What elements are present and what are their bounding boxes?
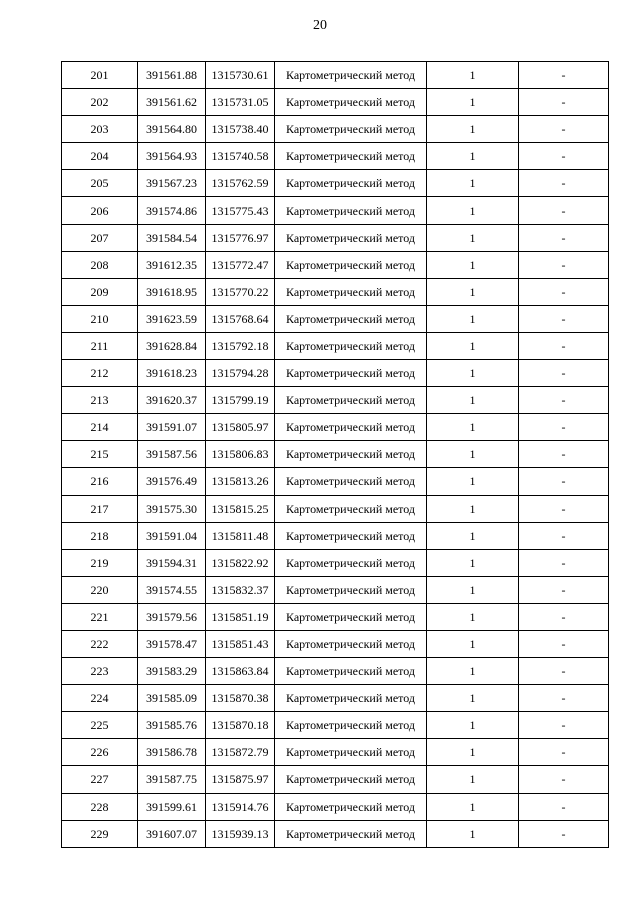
table-row: [62, 305, 609, 332]
extra-value-cell: -: [519, 224, 609, 251]
point-number-cell: 223: [62, 658, 138, 685]
table-row: [62, 603, 609, 630]
method-cell: Картометрический метод: [275, 197, 427, 224]
extra-value-cell: -: [519, 793, 609, 820]
method-cell: Картометрический метод: [275, 522, 427, 549]
point-number-cell: 219: [62, 549, 138, 576]
accuracy-cell: 1: [427, 576, 519, 603]
x-coordinate-cell: 391564.93: [138, 143, 206, 170]
y-coordinate-cell: 1315731.05: [206, 89, 275, 116]
y-coordinate-cell: 1315730.61: [206, 62, 275, 89]
page-number: 20: [313, 18, 327, 33]
extra-value-cell: -: [519, 739, 609, 766]
y-coordinate-cell: 1315799.19: [206, 387, 275, 414]
point-number-cell: 215: [62, 441, 138, 468]
extra-value-cell: -: [519, 441, 609, 468]
y-coordinate-cell: 1315851.19: [206, 603, 275, 630]
extra-value-cell: -: [519, 251, 609, 278]
y-coordinate-cell: 1315762.59: [206, 170, 275, 197]
point-number-cell: 227: [62, 766, 138, 793]
table-row: [62, 360, 609, 387]
y-coordinate-cell: 1315794.28: [206, 360, 275, 387]
table-row: [62, 658, 609, 685]
x-coordinate-cell: 391574.86: [138, 197, 206, 224]
extra-value-cell: -: [519, 468, 609, 495]
point-number-cell: 226: [62, 739, 138, 766]
method-cell: Картометрический метод: [275, 224, 427, 251]
table-row: [62, 495, 609, 522]
point-number-cell: 221: [62, 603, 138, 630]
x-coordinate-cell: 391567.23: [138, 170, 206, 197]
x-coordinate-cell: 391583.29: [138, 658, 206, 685]
x-coordinate-cell: 391576.49: [138, 468, 206, 495]
x-coordinate-cell: 391578.47: [138, 630, 206, 657]
method-cell: Картометрический метод: [275, 820, 427, 847]
y-coordinate-cell: 1315822.92: [206, 549, 275, 576]
extra-value-cell: -: [519, 414, 609, 441]
y-coordinate-cell: 1315813.26: [206, 468, 275, 495]
accuracy-cell: 1: [427, 278, 519, 305]
accuracy-cell: 1: [427, 62, 519, 89]
table-row: [62, 549, 609, 576]
point-number-cell: 206: [62, 197, 138, 224]
accuracy-cell: 1: [427, 116, 519, 143]
accuracy-cell: 1: [427, 603, 519, 630]
x-coordinate-cell: 391586.78: [138, 739, 206, 766]
point-number-cell: 208: [62, 251, 138, 278]
extra-value-cell: -: [519, 576, 609, 603]
x-coordinate-cell: 391628.84: [138, 332, 206, 359]
extra-value-cell: -: [519, 170, 609, 197]
method-cell: Картометрический метод: [275, 143, 427, 170]
y-coordinate-cell: 1315872.79: [206, 739, 275, 766]
point-number-cell: 217: [62, 495, 138, 522]
point-number-cell: 225: [62, 712, 138, 739]
table-row: [62, 522, 609, 549]
method-cell: Картометрический метод: [275, 685, 427, 712]
accuracy-cell: 1: [427, 305, 519, 332]
method-cell: Картометрический метод: [275, 305, 427, 332]
point-number-cell: 216: [62, 468, 138, 495]
accuracy-cell: 1: [427, 143, 519, 170]
point-number-cell: 224: [62, 685, 138, 712]
x-coordinate-cell: 391599.61: [138, 793, 206, 820]
table-row: [62, 630, 609, 657]
method-cell: Картометрический метод: [275, 116, 427, 143]
y-coordinate-cell: 1315792.18: [206, 332, 275, 359]
point-number-cell: 210: [62, 305, 138, 332]
point-number-cell: 207: [62, 224, 138, 251]
y-coordinate-cell: 1315805.97: [206, 414, 275, 441]
x-coordinate-cell: 391587.56: [138, 441, 206, 468]
x-coordinate-cell: 391561.62: [138, 89, 206, 116]
extra-value-cell: -: [519, 712, 609, 739]
coordinates-table-body: [62, 62, 609, 848]
accuracy-cell: 1: [427, 468, 519, 495]
accuracy-cell: 1: [427, 170, 519, 197]
table-row: [62, 116, 609, 143]
accuracy-cell: 1: [427, 549, 519, 576]
point-number-cell: 205: [62, 170, 138, 197]
extra-value-cell: -: [519, 603, 609, 630]
table-row: [62, 576, 609, 603]
extra-value-cell: -: [519, 387, 609, 414]
accuracy-cell: 1: [427, 89, 519, 116]
accuracy-cell: 1: [427, 387, 519, 414]
table-row: [62, 278, 609, 305]
accuracy-cell: 1: [427, 793, 519, 820]
method-cell: Картометрический метод: [275, 414, 427, 441]
extra-value-cell: -: [519, 89, 609, 116]
method-cell: Картометрический метод: [275, 468, 427, 495]
accuracy-cell: 1: [427, 224, 519, 251]
point-number-cell: 211: [62, 332, 138, 359]
accuracy-cell: 1: [427, 820, 519, 847]
extra-value-cell: -: [519, 360, 609, 387]
x-coordinate-cell: 391618.23: [138, 360, 206, 387]
point-number-cell: 214: [62, 414, 138, 441]
table-row: [62, 739, 609, 766]
x-coordinate-cell: 391584.54: [138, 224, 206, 251]
method-cell: Картометрический метод: [275, 712, 427, 739]
table-row: [62, 414, 609, 441]
point-number-cell: 222: [62, 630, 138, 657]
method-cell: Картометрический метод: [275, 387, 427, 414]
method-cell: Картометрический метод: [275, 549, 427, 576]
method-cell: Картометрический метод: [275, 658, 427, 685]
y-coordinate-cell: 1315939.13: [206, 820, 275, 847]
accuracy-cell: 1: [427, 332, 519, 359]
y-coordinate-cell: 1315815.25: [206, 495, 275, 522]
extra-value-cell: -: [519, 658, 609, 685]
table-row: [62, 251, 609, 278]
extra-value-cell: -: [519, 143, 609, 170]
extra-value-cell: -: [519, 630, 609, 657]
accuracy-cell: 1: [427, 197, 519, 224]
table-row: [62, 332, 609, 359]
x-coordinate-cell: 391575.30: [138, 495, 206, 522]
extra-value-cell: -: [519, 549, 609, 576]
x-coordinate-cell: 391585.76: [138, 712, 206, 739]
y-coordinate-cell: 1315738.40: [206, 116, 275, 143]
table-row: [62, 441, 609, 468]
extra-value-cell: -: [519, 495, 609, 522]
method-cell: Картометрический метод: [275, 766, 427, 793]
y-coordinate-cell: 1315776.97: [206, 224, 275, 251]
method-cell: Картометрический метод: [275, 360, 427, 387]
table-row: [62, 143, 609, 170]
y-coordinate-cell: 1315775.43: [206, 197, 275, 224]
point-number-cell: 202: [62, 89, 138, 116]
y-coordinate-cell: 1315768.64: [206, 305, 275, 332]
table-row: [62, 766, 609, 793]
y-coordinate-cell: 1315851.43: [206, 630, 275, 657]
accuracy-cell: 1: [427, 739, 519, 766]
method-cell: Картометрический метод: [275, 251, 427, 278]
point-number-cell: 212: [62, 360, 138, 387]
y-coordinate-cell: 1315875.97: [206, 766, 275, 793]
y-coordinate-cell: 1315806.83: [206, 441, 275, 468]
point-number-cell: 228: [62, 793, 138, 820]
method-cell: Картометрический метод: [275, 170, 427, 197]
extra-value-cell: -: [519, 522, 609, 549]
x-coordinate-cell: 391585.09: [138, 685, 206, 712]
table-row: [62, 468, 609, 495]
extra-value-cell: -: [519, 766, 609, 793]
point-number-cell: 218: [62, 522, 138, 549]
y-coordinate-cell: 1315811.48: [206, 522, 275, 549]
method-cell: Картометрический метод: [275, 576, 427, 603]
x-coordinate-cell: 391607.07: [138, 820, 206, 847]
extra-value-cell: -: [519, 820, 609, 847]
x-coordinate-cell: 391618.95: [138, 278, 206, 305]
accuracy-cell: 1: [427, 360, 519, 387]
table-row: [62, 793, 609, 820]
y-coordinate-cell: 1315863.84: [206, 658, 275, 685]
extra-value-cell: -: [519, 197, 609, 224]
point-number-cell: 229: [62, 820, 138, 847]
accuracy-cell: 1: [427, 766, 519, 793]
extra-value-cell: -: [519, 116, 609, 143]
x-coordinate-cell: 391612.35: [138, 251, 206, 278]
point-number-cell: 220: [62, 576, 138, 603]
x-coordinate-cell: 391587.75: [138, 766, 206, 793]
method-cell: Картометрический метод: [275, 332, 427, 359]
extra-value-cell: -: [519, 685, 609, 712]
x-coordinate-cell: 391594.31: [138, 549, 206, 576]
table-row: [62, 197, 609, 224]
y-coordinate-cell: 1315870.38: [206, 685, 275, 712]
method-cell: Картометрический метод: [275, 739, 427, 766]
accuracy-cell: 1: [427, 414, 519, 441]
x-coordinate-cell: 391564.80: [138, 116, 206, 143]
accuracy-cell: 1: [427, 522, 519, 549]
y-coordinate-cell: 1315740.58: [206, 143, 275, 170]
point-number-cell: 203: [62, 116, 138, 143]
x-coordinate-cell: 391574.55: [138, 576, 206, 603]
table-row: [62, 62, 609, 89]
accuracy-cell: 1: [427, 658, 519, 685]
method-cell: Картометрический метод: [275, 441, 427, 468]
y-coordinate-cell: 1315914.76: [206, 793, 275, 820]
y-coordinate-cell: 1315870.18: [206, 712, 275, 739]
x-coordinate-cell: 391591.04: [138, 522, 206, 549]
x-coordinate-cell: 391561.88: [138, 62, 206, 89]
table-row: [62, 89, 609, 116]
table-row: [62, 170, 609, 197]
x-coordinate-cell: 391579.56: [138, 603, 206, 630]
method-cell: Картометрический метод: [275, 603, 427, 630]
accuracy-cell: 1: [427, 441, 519, 468]
method-cell: Картометрический метод: [275, 495, 427, 522]
coordinates-table: [61, 61, 609, 848]
table-row: [62, 712, 609, 739]
accuracy-cell: 1: [427, 685, 519, 712]
extra-value-cell: -: [519, 332, 609, 359]
accuracy-cell: 1: [427, 495, 519, 522]
point-number-cell: 201: [62, 62, 138, 89]
table-row: [62, 685, 609, 712]
y-coordinate-cell: 1315770.22: [206, 278, 275, 305]
x-coordinate-cell: 391623.59: [138, 305, 206, 332]
x-coordinate-cell: 391620.37: [138, 387, 206, 414]
accuracy-cell: 1: [427, 630, 519, 657]
method-cell: Картометрический метод: [275, 62, 427, 89]
table-row: [62, 387, 609, 414]
accuracy-cell: 1: [427, 251, 519, 278]
point-number-cell: 209: [62, 278, 138, 305]
x-coordinate-cell: 391591.07: [138, 414, 206, 441]
method-cell: Картометрический метод: [275, 630, 427, 657]
method-cell: Картометрический метод: [275, 793, 427, 820]
table-row: [62, 820, 609, 847]
point-number-cell: 213: [62, 387, 138, 414]
y-coordinate-cell: 1315772.47: [206, 251, 275, 278]
accuracy-cell: 1: [427, 712, 519, 739]
extra-value-cell: -: [519, 305, 609, 332]
extra-value-cell: -: [519, 278, 609, 305]
extra-value-cell: -: [519, 62, 609, 89]
method-cell: Картометрический метод: [275, 89, 427, 116]
method-cell: Картометрический метод: [275, 278, 427, 305]
point-number-cell: 204: [62, 143, 138, 170]
y-coordinate-cell: 1315832.37: [206, 576, 275, 603]
table-row: [62, 224, 609, 251]
